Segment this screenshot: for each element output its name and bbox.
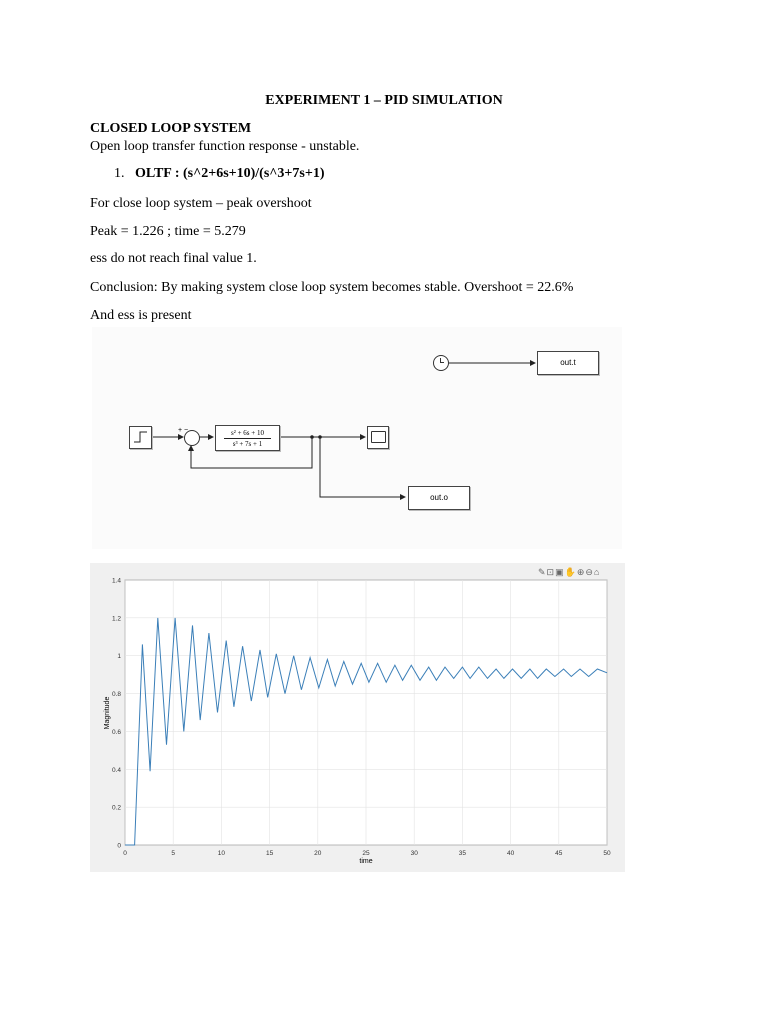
zoom-out-icon[interactable]: ⊖ [585,567,594,577]
x-tick-label: 40 [506,850,515,857]
x-tick-label: 10 [217,850,226,857]
y-tick-label: 1 [117,653,121,661]
x-tick-label: 0 [123,850,127,857]
scope-icon[interactable] [367,426,389,449]
y-tick-label: 0.8 [111,691,121,699]
x-tick-label: 45 [555,850,563,857]
peak-line: Peak = 1.226 ; time = 5.279 [90,224,246,239]
y-tick-label: 0.2 [111,804,121,812]
transfer-fcn-block[interactable] [215,425,280,451]
x-tick-label: 35 [458,850,467,857]
pan-icon[interactable]: ✋ [564,567,577,577]
brush-icon[interactable]: ✎ [538,567,547,577]
y-axis-label: Magnitude [104,696,111,730]
tf-denominator: s³ + 7s + 1 [232,440,263,448]
x-tick-label: 20 [314,850,322,857]
x-tick-label: 30 [410,850,418,857]
x-tick-label: 25 [362,850,370,857]
tf-fraction-bar [224,438,271,439]
clock-icon[interactable] [433,355,449,371]
x-tick-label: 50 [603,850,611,857]
x-tick-label: 5 [171,850,176,857]
tf-numerator: s² + 6s + 10 [231,429,264,437]
y-tick-label: 1.4 [111,577,121,585]
conclusion-line: Conclusion: By making system close loop system becomes stable. Overshoot = 22.6% [90,280,574,295]
ess-present-line: And ess is present [90,308,192,323]
y-tick-label: 1.2 [111,615,121,623]
y-tick-label: 0.6 [111,728,121,736]
figure-panel [90,563,625,872]
list-number: 1. [114,166,125,181]
sum-signs: + − [178,427,189,434]
response-chart [90,563,625,872]
oltf-label: OLTF : (s^2+6s+10)/(s^3+7s+1) [135,166,325,181]
overshoot-line: For close loop system – peak overshoot [90,196,312,211]
y-tick-label: 0.4 [111,766,121,774]
intro-line: Open loop transfer function response - unstable. [90,139,360,154]
out-o-block[interactable]: out.o [408,486,470,510]
save-icon[interactable]: ▣ [555,567,565,577]
section-heading: CLOSED LOOP SYSTEM [90,121,252,136]
home-icon[interactable]: ⌂ [593,567,601,577]
ess-line: ess do not reach final value 1. [90,251,257,266]
datatip-icon[interactable]: ⊡ [546,567,556,577]
y-tick-label: 0 [117,842,121,850]
zoom-in-icon[interactable]: ⊕ [576,567,586,577]
out-t-block[interactable]: out.t [537,351,599,375]
x-axis-label: time [359,858,373,865]
step-icon[interactable] [129,426,152,449]
block-diagram [92,327,622,549]
document-title: EXPERIMENT 1 – PID SIMULATION [265,93,503,108]
x-tick-label: 15 [265,850,274,857]
